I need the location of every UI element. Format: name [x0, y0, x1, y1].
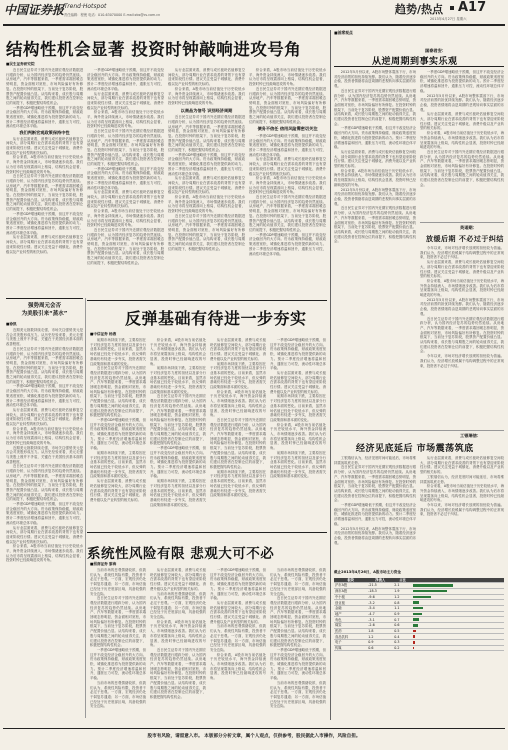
footer-rule	[3, 728, 505, 729]
right-col-a-p2: 近日民生证券对于国内外近期宏观经济数据进行跟踪分析，认为国内经济复苏的趋势仍然延续。从房地产、汽车等数据来看，一季度需求端回暖态势明显，资金面相对宽松，市场风险偏好有所修复。在投资时钟的框架下，当前处于复苏阶段，股票资产配置价值凸显。从结构来看，成长股与周期股之间的轮动值得关注，我们建议投资者在控制仓位的前提下，积极把握结构性机会。	[334, 88, 416, 126]
table-caption: 截止2013年4月26日，A股市场主力资金	[334, 570, 402, 574]
article-bottom-col1-p4: 当前市场的悲观情绪较浓，但我们认为，系统性风险有限，投资者不必过于悲观。一方面，宏观经济仍处于弱复苏通道；另一方面，市场估值已经处于历史底部区域，具备较强的安全边际。	[90, 680, 146, 709]
table-cell: 沪市A股	[334, 583, 367, 589]
article-mid-col1-p5: 从行业层面来看，消费与成长板块估值修复空间较大，部分周期行业在需求改善的背景下也有望迎来阶段性行情。建议关注受益于城镇化、消费升级以及产业转型的相关标的。	[90, 479, 146, 502]
article-top-col1-p1: 近日民生证券对于国内外近期宏观经济数据进行跟踪分析，认为国内经济复苏的趋势仍然延续。从房地产、汽车等数据来看，一季度需求端回暖态势明显，资金面相对宽松，市场风险偏好有所修复。在投资时钟的框架下，当前处于复苏阶段，股票资产配置价值凸显。从结构来看，成长股与周期股之间的轮动值得关注，我们建议投资者在控制仓位的前提下，积极把握结构性机会。	[6, 68, 83, 105]
article-bottom-col4-p4: 当前市场的悲观情绪较浓，但我们认为，系统性风险有限，投资者不必过于悲观。一方面，宏观经济仍处于弱复苏通道；另一方面，市场估值已经处于历史底部区域，具备较强的安全边际。	[270, 680, 326, 709]
right-col-b2-p2: 从行业层面来看，消费与成长板块估值修复空间较大，部分周期行业在需求改善的背景下也有望迎来阶段性行情。建议关注受益于城镇化、消费升级以及产业转型的相关标的。	[420, 260, 504, 279]
right-col-c2-p1: 从行业层面来看，消费与成长板块估值修复空间较大，部分周期行业在需求改善的背景下也有望迎来阶段性行情。建议关注受益于城镇化、消费升级以及产业转型的相关标的。	[420, 456, 504, 475]
article-bottom-col1-p1: 当前市场的悲观情绪较浓，但我们认为，系统性风险有限，投资者不必过于悲观。一方面，宏观经济仍处于弱复苏通道；另一方面，市场估值已经处于历史底部区域，具备较强的安全边际。	[90, 568, 146, 596]
flow-bar	[413, 601, 419, 604]
right-col-b-p4: 综合来看，A股市场当前估值处于历史较低水平，海外资金持续流入，市场情绪逐步改善。我们认为后市将呈现震荡向上格局，结构性机会显著，投资时钟已经敲响进攻的号角。	[420, 131, 504, 150]
article-mid-col3-p1: 从行业层面来看，消费与成长板块估值修复空间较大，部分周期行业在需求改善的背景下也有望迎来阶段性行情。建议关注受益于城镇化、消费升级以及产业转型的相关标的。	[210, 338, 266, 361]
article-top-col4-p1: 综合来看，A股市场当前估值处于历史较低水平，海外资金持续流入，市场情绪逐步改善。我们认为后市将呈现震荡向上格局，结构性机会显著，投资时钟已经敲响进攻的号角。	[249, 68, 326, 87]
article-mid-col4-p1: 一季度GDP增速略低于预期，但这并不改变经济企稳回升的大方向。货币政策保持稳健，财政政策适度宽松，城镇化推进将为投资提供新的动力。预计二季度经济增速将温和回升，通胀压力可控，流动性环境总体平稳。	[270, 338, 326, 371]
article-top-col4-p4: 从行业层面来看，消费与成长板块估值修复空间较大，部分周期行业在需求改善的背景下也有望迎来阶段性行情。建议关注受益于城镇化、消费升级以及产业转型的相关标的。	[249, 157, 326, 176]
right-sub4: 经济见底延后 市场震荡筑底	[356, 444, 474, 454]
right-col-b-p3: 从行业层面来看，消费与成长板块估值修复空间较大，部分周期行业在需求改善的背景下也有望迎来阶段性行情。建议关注受益于城镇化、消费升级以及产业转型的相关标的。	[420, 112, 504, 131]
right-col-c1-p3: 一季度GDP增速略低于预期，但这并不改变经济企稳回升的大方向。货币政策保持稳健，财政政策适度宽松，城镇化推进将为投资提供新的动力。预计二季度经济增速将温和回升，通胀压力可控，流动性环境总体平稳。	[334, 503, 416, 526]
right-col-b-p5: 近日民生证券对于国内外近期宏观经济数据进行跟踪分析，认为国内经济复苏的趋势仍然延续。从房地产、汽车等数据来看，一季度需求端回暖态势明显，资金面相对宽松，市场风险偏好有所修复。在投资时钟的框架下，当前处于复苏阶段，股票资产配置价值凸显。从结构来看，成长股与周期股之间的轮动值得关注，我们建议投资者在控制仓位的前提下，积极把握结构性机会。	[420, 149, 504, 187]
article-mid-col1-p1: 前期市场持续下跌，主要原因在于对经济复苏力度的担忧以及部分行业基本面的恶化。目前来看，虽然市场估值已经处于较低水平，但反弹的基础仍有待进一步夯实，投资者需关注政策面和基本面的变化。	[90, 338, 146, 366]
right-col-b2-p1: 今年以来，市场对经济增长放缓的担忧较为普遍。我们认为，经济增长放缓属于结构调整过程中的正常现象，投资者不必过于纠结。	[420, 246, 504, 260]
article-bottom-col1-p2: 近日民生证券对于国内外近期宏观经济数据进行跟踪分析，认为国内经济复苏的趋势仍然延续。从房地产、汽车等数据来看，一季度需求端回暖态势明显，资金面相对宽松，市场风险偏好有所修复。在投资时钟的框架下，当前处于复苏阶段，股票资产配置价值凸显。从结构来看，成长股与周期股之间的轮动值得关注，我们建议投资者在控制仓位的前提下，积极把握结构性机会。	[90, 596, 146, 648]
table-cell: 1.9	[393, 588, 412, 594]
right-column-divider	[330, 30, 331, 720]
article-bottom-col2-p2: 当前市场的悲观情绪较浓，但我们认为，系统性风险有限，投资者不必过于悲观。一方面，宏观经济仍处于弱复苏通道；另一方面，市场估值已经处于历史底部区域，具备较强的安全边际。	[150, 591, 206, 620]
article-bottom-col2-p3: 综合来看，A股市场当前估值处于历史较低水平，海外资金持续流入，市场情绪逐步改善。我们认为后市将呈现震荡向上格局，结构性机会显著，投资时钟已经敲响进攻的号角。	[150, 619, 206, 648]
article-top-subhead2: 以商品为信号 识别经济周期	[180, 107, 233, 113]
flow-bar	[413, 607, 423, 610]
article-top-col2-p2: 从行业层面来看，消费与成长板块估值修复空间较大，部分周期行业在需求改善的背景下也有望迎来阶段性行情。建议关注受益于城镇化、消费升级以及产业转型的相关标的。	[87, 91, 164, 110]
article-top-col1-p6: 一季度GDP增速略低于预期，但这并不改变经济企稳回升的大方向。货币政策保持稳健，财政政策适度宽松，城镇化推进将为投资提供新的动力。预计二季度经济增速将温和回升，通胀压力可控，流动性环境总体平稳。	[6, 211, 83, 235]
article-top-subhead1: 我们判断宏观政策保持中性	[19, 130, 70, 136]
article-mid-col2-p1: 综合来看，A股市场当前估值处于历史较低水平，海外资金持续流入，市场情绪逐步改善。我们认为后市将呈现震荡向上格局，结构性机会显著，投资时钟已经敲响进攻的号角。	[150, 338, 206, 366]
article-mid-col4-p4: 综合来看，A股市场当前估值处于历史较低水平，海外资金持续流入，市场情绪逐步改善。我们认为后市将呈现震荡向上格局，结构性机会显著，投资时钟已经敲响进攻的号角。	[270, 422, 326, 451]
table-cell: -3.2	[367, 600, 393, 606]
right-sub3: 工银瑞信：	[460, 433, 481, 438]
right-col-a-p5: 综合来看，A股市场当前估值处于历史较低水平，海外资金持续流入，市场情绪逐步改善。我们认为后市将呈现震荡向上格局，结构性机会显著，投资时钟已经敲响进攻的号角。	[334, 168, 416, 187]
flow-bar	[413, 641, 415, 644]
table-cell: -2.6	[367, 623, 393, 629]
sidebar-body-p4: 从行业层面来看，消费与成长板块估值修复空间较大，部分周期行业在需求改善的背景下也有望迎来阶段性行情。建议关注受益于城镇化、消费升级以及产业转型的相关标的。	[6, 407, 83, 427]
article-mid-col2-p2: 前期市场持续下跌，主要原因在于对经济复苏力度的担忧以及部分行业基本面的恶化。目前来看，虽然市场估值已经处于较低水平，但反弹的基础仍有待进一步夯实，投资者需关注政策面和基本面的变化。	[150, 366, 206, 394]
article-top-col2-p6: 从行业层面来看，消费与成长板块估值修复空间较大，部分周期行业在需求改善的背景下也有望迎来阶段性行情。建议关注受益于城镇化、消费升级以及产业转型的相关标的。	[87, 190, 164, 209]
table-cell: -5.4	[367, 605, 393, 611]
table-header-cell: 占比	[393, 578, 412, 583]
article-top-col4-p5: 综合来看，A股市场当前估值处于历史较低水平，海外资金持续流入，市场情绪逐步改善。我们认为后市将呈现震荡向上格局，结构性机会显著，投资时钟已经敲响进攻的号角。	[249, 176, 326, 195]
article-bottom-col3-p2: 从行业层面来看，消费与成长板块估值修复空间较大，部分周期行业在需求改善的背景下也有望迎来阶段性行情。建议关注受益于城镇化、消费升级以及产业转型的相关标的。	[210, 600, 266, 624]
sidebar-headline-2: 为美股引来“蒸水”	[21, 311, 68, 317]
table-cell: 煤炭	[334, 623, 367, 629]
table-cell: 传媒	[334, 645, 367, 651]
sidebar-body	[6, 328, 83, 596]
bottom-top-rule	[87, 532, 327, 533]
article-mid-col3-p2: 前期市场持续下跌，主要原因在于对经济复苏力度的担忧以及部分行业基本面的恶化。目前来看，虽然市场估值已经处于较低水平，但反弹的基础仍有待进一步夯实，投资者需关注政策面和基本面的变化。	[210, 361, 266, 390]
table-cell: 0.9	[393, 611, 412, 617]
table-cell: 1.2	[367, 634, 393, 640]
right-col-c2-p4: 今年以来，市场对经济增长放缓的担忧较为普遍。我们认为，经济增长放缓属于结构调整过程中的正常现象，投资者不必过于纠结。	[420, 503, 504, 517]
right-col-b2-p4: 2012年5月份以来，A股市场整体震荡下行，市场对经济前景的担忧持续发酵。我们认为，随着经济逐步企稳，投资者情绪将由逆周期的悲观转向事实层面的乐观。	[420, 297, 504, 316]
article-mid-col2-p4: 一季度GDP增速略低于预期，但这并不改变经济企稳回升的大方向。货币政策保持稳健，财政政策适度宽松，城镇化推进将为投资提供新的动力。预计二季度经济增速将温和回升，通胀压力可控，流动性环境总体平稳。	[150, 446, 206, 479]
table-cell: 有色	[334, 617, 367, 623]
table-cell: 0.4	[393, 634, 412, 640]
article-mid-col1-p2: 近日民生证券对于国内外近期宏观经济数据进行跟踪分析，认为国内经济复苏的趋势仍然延续。从房地产、汽车等数据来看，一季度需求端回暖态势明显，资金面相对宽松，市场风险偏好有所修复。在投资时钟的框架下，当前处于复苏阶段，股票资产配置价值凸显。从结构来看，成长股与周期股之间的轮动值得关注，我们建议投资者在控制仓位的前提下，积极把握结构性机会。	[90, 366, 146, 418]
table-cell: 1.2	[393, 594, 412, 600]
contact-line: 责任编辑：程俊 电话：010-63070000 E-mail:zbs@cs.com.cn	[64, 13, 161, 17]
table-row	[334, 645, 504, 651]
right-headline-rule	[334, 66, 504, 67]
table-cell: 食品饮料	[334, 634, 367, 640]
section-english: Trend·Hotspot	[64, 3, 107, 10]
article-mid-col3	[210, 338, 266, 528]
article-bottom-col1-p3: 一季度GDP增速略低于预期，但这并不改变经济企稳回升的大方向。货币政策保持稳健，财政政策适度宽松，城镇化推进将为投资提供新的动力。预计二季度经济增速将温和回升，通胀压力可控，流动性环境总体平稳。	[90, 647, 146, 681]
table-cell: -3.1	[367, 617, 393, 623]
table-cell: -4.7	[367, 611, 393, 617]
article-bottom-col4-p1: 当前市场的悲观情绪较浓，但我们认为，系统性风险有限，投资者不必过于悲观。一方面，宏观经济仍处于弱复苏通道；另一方面，市场估值已经处于历史底部区域，具备较强的安全边际。	[270, 568, 326, 596]
article-top-col1-p7: 从行业层面来看，消费与成长板块估值修复空间较大，部分周期行业在需求改善的背景下也有望迎来阶段性行情。建议关注受益于城镇化、消费升级以及产业转型的相关标的。	[6, 235, 83, 254]
right-sub2: 放缓后期 不必过于纠结	[426, 235, 504, 243]
table-cell: 金融	[334, 605, 367, 611]
right-section-label: ■首席观点	[334, 30, 353, 35]
right-author: 国泰君安：	[425, 48, 446, 53]
article-top-col2-p5: 一季度GDP增速略低于预期，但这并不改变经济企稳回升的大方向。货币政策保持稳健，财政政策适度宽松，城镇化推进将为投资提供新的动力。预计二季度经济增速将温和回升，通胀压力可控，流动性环境总体平稳。	[87, 166, 164, 190]
right-col-a-p6: 2012年5月份以来，A股市场整体震荡下行，市场对经济前景的担忧持续发酵。我们认为，随着经济逐步企稳，投资者情绪将由逆周期的悲观转向事实层面的乐观。	[334, 187, 416, 206]
article-top-col4	[249, 68, 326, 296]
flow-bar	[413, 647, 414, 650]
right-col-c1-p4: 2012年5月份以来，A股市场整体震荡下行，市场对经济前景的担忧持续发酵。我们认为，随着经济逐步企稳，投资者情绪将由逆周期的悲观转向事实层面的乐观。	[334, 526, 416, 545]
sidebar-body-p2: 近日民生证券对于国内外近期宏观经济数据进行跟踪分析，认为国内经济复苏的趋势仍然延续。从房地产、汽车等数据来看，一季度需求端回暖态势明显，资金面相对宽松，市场风险偏好有所修复。在投资时钟的框架下，当前处于复苏阶段，股票资产配置价值凸显。从结构来看，成长股与周期股之间的轮动值得关注，我们建议投资者在控制仓位的前提下，积极把握结构性机会。	[6, 346, 83, 384]
article-top-col4-p6: 近日民生证券对于国内外近期宏观经济数据进行跟踪分析，认为国内经济复苏的趋势仍然延续。从房地产、汽车等数据来看，一季度需求端回暖态势明显，资金面相对宽松，市场风险偏好有所修复。在投资时钟的框架下，当前处于复苏阶段，股票资产配置价值凸显。从结构来看，成长股与周期股之间的轮动值得关注，我们建议投资者在控制仓位的前提下，积极把握结构性机会。	[249, 195, 326, 232]
article-top-col4-p3: 一季度GDP增速略低于预期，但这并不改变经济企稳回升的大方向。货币政策保持稳健，财政政策适度宽松，城镇化推进将为投资提供新的动力。预计二季度经济增速将温和回升，通胀压力可控，流动性环境总体平稳。	[249, 133, 326, 157]
right-col-c1-p1: 工银瑞信认为，经济见底时间可能延后，市场将维持震荡筑底走势。	[334, 456, 416, 465]
article-top-byline: ■民生证券研究院	[6, 62, 35, 66]
article-mid-col2	[150, 338, 206, 528]
sidebar-body-p8: 一季度GDP增速略低于预期，但这并不改变经济企稳回升的大方向。货币政策保持稳健，财政政策适度宽松，城镇化推进将为投资提供新的动力。预计二季度经济增速将温和回升，通胀压力可控，流动性环境总体平稳。	[6, 502, 83, 525]
article-mid-col3-p3: 综合来看，A股市场当前估值处于历史较低水平，海外资金持续流入，市场情绪逐步改善。我们认为后市将呈现震荡向上格局，结构性机会显著，投资时钟已经敲响进攻的号角。	[210, 389, 266, 418]
table-body	[334, 583, 504, 651]
table-cell: 1.1	[393, 605, 412, 611]
right-col-b-p1: 一季度GDP增速略低于预期，但这并不改变经济企稳回升的大方向。货币政策保持稳健，财政政策适度宽松，城镇化推进将为投资提供新的动力。预计二季度经济增速将温和回升，通胀压力可控，流动性环境总体平稳。	[420, 70, 504, 93]
article-mid-col4-p2: 从行业层面来看，消费与成长板块估值修复空间较大，部分周期行业在需求改善的背景下也有望迎来阶段性行情。建议关注受益于城镇化、消费升级以及产业转型的相关标的。	[270, 370, 326, 394]
table-cell: 0.8	[393, 600, 412, 606]
article-bottom-col4-p2: 近日民生证券对于国内外近期宏观经济数据进行跟踪分析，认为国内经济复苏的趋势仍然延续。从房地产、汽车等数据来看，一季度需求端回暖态势明显，资金面相对宽松，市场风险偏好有所修复。在投资时钟的框架下，当前处于复苏阶段，股票资产配置价值凸显。从结构来看，成长股与周期股之间的轮动值得关注，我们建议投资者在控制仓位的前提下，积极把握结构性机会。	[270, 596, 326, 648]
article-top-col1-p2: 一季度GDP增速略低于预期，但这并不改变经济企稳回升的大方向。货币政策保持稳健，财政政策适度宽松，城镇化推进将为投资提供新的动力。预计二季度经济增速将温和回升，通胀压力可控，流动性环境总体平稳。	[6, 105, 83, 129]
sidebar-headline-1: 强势周元会否	[27, 303, 61, 309]
article-top-col2-p3: 综合来看，A股市场当前估值处于历史较低水平，海外资金持续流入，市场情绪逐步改善。我们认为后市将呈现震荡向上格局，结构性机会显著，投资时钟已经敲响进攻的号角。	[87, 110, 164, 129]
article-top-col3	[168, 68, 245, 296]
article-mid-col3-p5: 前期市场持续下跌，主要原因在于对经济复苏力度的担忧以及部分行业基本面的恶化。目前来看，虽然市场估值已经处于较低水平，但反弹的基础仍有待进一步夯实，投资者需关注政策面和基本面的变化。	[210, 469, 266, 498]
table-cell: 中小板	[334, 594, 367, 600]
right-col-c2-p3: 综合来看，A股市场当前估值处于历史较低水平，海外资金持续流入，市场情绪逐步改善。我们认为后市将呈现震荡向上格局，结构性机会显著，投资时钟已经敲响进攻的号角。	[420, 484, 504, 503]
right-col-a	[334, 70, 416, 310]
article-bottom-col4-p3: 一季度GDP增速略低于预期，但这并不改变经济企稳回升的大方向。货币政策保持稳健，财政政策适度宽松，城镇化推进将为投资提供新的动力。预计二季度经济增速将温和回升，通胀压力可控，流动性环境总体平稳。	[270, 647, 326, 681]
article-mid-col2-p5: 前期市场持续下跌，主要原因在于对经济复苏力度的担忧以及部分行业基本面的恶化。目前来看，虽然市场估值已经处于较低水平，但反弹的基础仍有待进一步夯实，投资者需关注政策面和基本面的变化。	[150, 479, 206, 507]
sidebar-body-p9: 从行业层面来看，消费与成长板块估值修复空间较大，部分周期行业在需求改善的背景下也有望迎来阶段性行情。建议关注受益于城镇化、消费升级以及产业转型的相关标的。	[6, 525, 83, 544]
article-top-col3-p3: 近日民生证券对于国内外近期宏观经济数据进行跟踪分析，认为国内经济复苏的趋势仍然延续。从房地产、汽车等数据来看，一季度需求端回暖态势明显，资金面相对宽松，市场风险偏好有所修复。在投资时钟的框架下，当前处于复苏阶段，股票资产配置价值凸显。从结构来看，成长股与周期股之间的轮动值得关注，我们建议投资者在控制仓位的前提下，积极把握结构性机会。	[168, 115, 245, 153]
article-top-col1	[6, 68, 83, 298]
flow-bar	[413, 624, 418, 627]
right-col-c2-p2: 工银瑞信认为，经济见底时间可能延后，市场将维持震荡筑底走势。	[420, 474, 504, 484]
article-top-col3-p5: 从行业层面来看，消费与成长板块估值修复空间较大，部分周期行业在需求改善的背景下也有望迎来阶段性行情。建议关注受益于城镇化、消费升级以及产业转型的相关标的。	[168, 176, 245, 195]
right-col-b2-p3: 综合来看，A股市场当前估值处于历史较低水平，海外资金持续流入，市场情绪逐步改善。我们认为后市将呈现震荡向上格局，结构性机会显著，投资时钟已经敲响进攻的号角。	[420, 278, 504, 298]
table-cell: 医药	[334, 628, 367, 634]
right-col-a-p7: 近日民生证券对于国内外近期宏观经济数据进行跟踪分析，认为国内经济复苏的趋势仍然延续。从房地产、汽车等数据来看，一季度需求端回暖态势明显，资金面相对宽松，市场风险偏好有所修复。在投资时钟的框架下，当前处于复苏阶段，股票资产配置价值凸显。从结构来看，成长股与周期股之间的轮动值得关注，我们建议投资者在控制仓位的前提下，积极把握结构性机会。	[334, 206, 416, 244]
article-bottom-col3-p3: 当前市场的悲观情绪较浓，但我们认为，系统性风险有限，投资者不必过于悲观。一方面，宏观经济仍处于弱复苏通道；另一方面，市场估值已经处于历史底部区域，具备较强的安全边际。	[210, 624, 266, 652]
table-cell: 0.7	[393, 617, 412, 623]
table-cell: 0.3	[393, 640, 412, 646]
flow-bar	[413, 630, 416, 633]
article-mid-byline: ■中信证券 杨燕	[90, 332, 117, 336]
table-cell: 深市A股	[334, 588, 367, 594]
col-divider-1	[85, 298, 86, 718]
masthead-rule	[3, 24, 505, 26]
article-top-col3-p4: 一季度GDP增速略低于预期，但这并不改变经济企稳回升的大方向。货币政策保持稳健，财政政策适度宽松，城镇化推进将为投资提供新的动力。预计二季度经济增速将温和回升，通胀压力可控，流动性环境总体平稳。	[168, 152, 245, 176]
article-mid-col3-p4: 近日民生证券对于国内外近期宏观经济数据进行跟踪分析，认为国内经济复苏的趋势仍然延续。从房地产、汽车等数据来看，一季度需求端回暖态势明显，资金面相对宽松，市场风险偏好有所修复。在投资时钟的框架下，当前处于复苏阶段，股票资产配置价值凸显。从结构来看，成长股与周期股之间的轮动值得关注，我们建议投资者在控制仓位的前提下，积极把握结构性机会。	[210, 417, 266, 469]
right-col-b-p2: 2012年5月份以来，A股市场整体震荡下行，市场对经济前景的担忧持续发酵。我们认为，随着经济逐步企稳，投资者情绪将由逆周期的悲观转向事实层面的乐观。	[420, 93, 504, 112]
table-cell: -9.6	[367, 594, 393, 600]
masthead	[0, 0, 508, 26]
footer-disclaimer: 股市有风险，请留意入市。 本版部分分析文章，属个人观点，仅供参考，股民据此入市操作，风险自担。	[147, 734, 361, 739]
right-col-b	[420, 70, 504, 220]
article-top-col2	[87, 68, 164, 296]
article-mid-col1-p3: 一季度GDP增速略低于预期，但这并不改变经济企稳回升的大方向。货币政策保持稳健，财政政策适度宽松，城镇化推进将为投资提供新的动力。预计二季度经济增速将温和回升，通胀压力可控，流动性环境总体平稳。	[90, 417, 146, 451]
right-col-c2	[420, 456, 504, 566]
article-mid-col1	[90, 338, 146, 528]
article-top-col2-p8: 近日民生证券对于国内外近期宏观经济数据进行跟踪分析，认为国内经济复苏的趋势仍然延续。从房地产、汽车等数据来看，一季度需求端回暖态势明显，资金面相对宽松，市场风险偏好有所修复。在投资时钟的框架下，当前处于复苏阶段，股票资产配置价值凸显。从结构来看，成长股与周期股之间的轮动值得关注，我们建议投资者在控制仓位的前提下，积极把握结构性机会。	[87, 227, 164, 265]
article-top-col4-p7: 一季度GDP增速略低于预期，但这并不改变经济企稳回升的大方向。货币政策保持稳健，财政政策适度宽松，城镇化推进将为投资提供新的动力。预计二季度经济增速将温和回升，通胀压力可控，流动性环境总体平稳。	[249, 232, 326, 256]
article-top-col1-p5: 近日民生证券对于国内外近期宏观经济数据进行跟踪分析，认为国内经济复苏的趋势仍然延续。从房地产、汽车等数据来看，一季度需求端回暖态势明显，资金面相对宽松，市场风险偏好有所修复。在投资时钟的框架下，当前处于复苏阶段，股票资产配置价值凸显。从结构来看，成长股与周期股之间的轮动值得关注，我们建议投资者在控制仓位的前提下，积极把握结构性机会。	[6, 174, 83, 212]
sidebar-body-p5: 综合来看，A股市场当前估值处于历史较低水平，海外资金持续流入，市场情绪逐步改善。我们认为后市将呈现震荡向上格局，结构性机会显著，投资时钟已经敲响进攻的号角。	[6, 426, 83, 445]
mid-top-rule	[87, 300, 327, 301]
sidebar-top-rule	[6, 298, 83, 299]
article-bottom-headline: 系统性风险有限 悲观大可不必	[87, 546, 275, 562]
sidebar-body-p6: 近期美元指数持续走强，市场关注强势美元是否会对美股形成压力。从历史经验来看，美元走强与美股上涨并不矛盾，关键在于美国经济基本面的改善程度。	[6, 445, 83, 464]
right-col-b2-p6: 今年以来，市场对经济增长放缓的担忧较为普遍。我们认为，经济增长放缓属于结构调整过程中的正常现象，投资者不必过于纠结。	[420, 354, 504, 368]
flow-bar	[413, 584, 453, 587]
right-rule-1	[420, 222, 504, 223]
right-col-a-p4: 从行业层面来看，消费与成长板块估值修复空间较大，部分周期行业在需求改善的背景下也有望迎来阶段性行情。建议关注受益于城镇化、消费升级以及产业转型的相关标的。	[334, 149, 416, 169]
table-cell: -21.5	[367, 583, 393, 589]
article-mid-col4-p5: 前期市场持续下跌，主要原因在于对经济复苏力度的担忧以及部分行业基本面的恶化。目前来看，虽然市场估值已经处于较低水平，但反弹的基础仍有待进一步夯实，投资者需关注政策面和基本面的变化。	[270, 450, 326, 479]
right-rule-2	[334, 430, 504, 431]
article-bottom-col1	[90, 568, 146, 720]
right-col-a-p1: 2012年5月份以来，A股市场整体震荡下行，市场对经济前景的担忧持续发酵。我们认为，随着经济逐步企稳，投资者情绪将由逆周期的悲观转向事实层面的乐观。	[334, 70, 416, 89]
table-cell: 0.6	[367, 645, 393, 651]
sidebar-body-p7: 近日民生证券对于国内外近期宏观经济数据进行跟踪分析，认为国内经济复苏的趋势仍然延续。从房地产、汽车等数据来看，一季度需求端回暖态势明显，资金面相对宽松，市场风险偏好有所修复。在投资时钟的框架下，当前处于复苏阶段，股票资产配置价值凸显。从结构来看，成长股与周期股之间的轮动值得关注，我们建议投资者在控制仓位的前提下，积极把握结构性机会。	[6, 464, 83, 502]
article-mid-headline: 反弹基础有待进一步夯实	[125, 309, 307, 328]
flow-bar	[413, 590, 447, 593]
newspaper-logo: 中国证券报	[4, 3, 65, 17]
sidebar-byline: ■徐凯	[6, 322, 17, 326]
bullet-icon	[450, 6, 454, 10]
article-bottom-col3	[210, 568, 266, 720]
flow-bar	[413, 613, 422, 616]
table-header-cell: 净流入	[367, 578, 393, 583]
table-cell: 电子	[334, 640, 367, 646]
article-mid-col4	[270, 338, 326, 528]
right-sub1: 英诺期：	[460, 225, 477, 230]
article-top-subhead3: 债务不信任 信用风险需密切关注	[257, 126, 318, 132]
right-headline: 从逆周期到事实乐观	[372, 57, 458, 67]
article-top-col4-p2: 近日民生证券对于国内外近期宏观经济数据进行跟踪分析，认为国内经济复苏的趋势仍然延续。从房地产、汽车等数据来看，一季度需求端回暖态势明显，资金面相对宽松，市场风险偏好有所修复。在投资时钟的框架下，当前处于复苏阶段，股票资产配置价值凸显。从结构来看，成长股与周期股之间的轮动值得关注，我们建议投资者在控制仓位的前提下，积极把握结构性机会。	[249, 86, 326, 124]
article-bottom-col3-p1: 一季度GDP增速略低于预期，但这并不改变经济企稳回升的大方向。货币政策保持稳健，财政政策适度宽松，城镇化推进将为投资提供新的动力。预计二季度经济增速将温和回升，通胀压力可控，流动性环境总体平稳。	[210, 568, 266, 601]
article-bottom-col2-p1: 从行业层面来看，消费与成长板块估值修复空间较大，部分周期行业在需求改善的背景下也有望迎来阶段性行情。建议关注受益于城镇化、消费升级以及产业转型的相关标的。	[150, 568, 206, 591]
sidebar-body-p10: 综合来看，A股市场当前估值处于历史较低水平，海外资金持续流入，市场情绪逐步改善。我们认为后市将呈现震荡向上格局，结构性机会显著，投资时钟已经敲响进攻的号角。	[6, 544, 83, 563]
flow-bar	[413, 596, 431, 599]
table-cell: 0.2	[393, 645, 412, 651]
right-col-b2-p5: 近日民生证券对于国内外近期宏观经济数据进行跟踪分析，认为国内经济复苏的趋势仍然延续。从房地产、汽车等数据来看，一季度需求端回暖态势明显，资金面相对宽松，市场风险偏好有所修复。在投资时钟的框架下，当前处于复苏阶段，股票资产配置价值凸显。从结构来看，成长股与周期股之间的轮动值得关注，我们建议投资者在控制仓位的前提下，积极把握结构性机会。	[420, 316, 504, 354]
page-number: A17	[458, 0, 487, 15]
capital-flow-table	[334, 578, 504, 652]
capital-flow-table-box	[334, 570, 504, 720]
article-bottom-byline: ■招商证券 黎海	[90, 562, 117, 566]
table-cell: 0.9	[367, 640, 393, 646]
article-top-col1-p3: 从行业层面来看，消费与成长板块估值修复空间较大，部分周期行业在需求改善的背景下也有望迎来阶段性行情。建议关注受益于城镇化、消费升级以及产业转型的相关标的。	[6, 136, 83, 155]
right-col-a-p3: 一季度GDP增速略低于预期，但这并不改变经济企稳回升的大方向。货币政策保持稳健，财政政策适度宽松，城镇化推进将为投资提供新的动力。预计二季度经济增速将温和回升，通胀压力可控，流动性环境总体平稳。	[334, 126, 416, 150]
table-cell: 2.1	[393, 583, 412, 589]
table-cell: 0.6	[393, 623, 412, 629]
table-header-cell: 板块	[334, 578, 367, 583]
article-top-col2-p4: 近日民生证券对于国内外近期宏观经济数据进行跟踪分析，认为国内经济复苏的趋势仍然延续。从房地产、汽车等数据来看，一季度需求端回暖态势明显，资金面相对宽松，市场风险偏好有所修复。在投资时钟的框架下，当前处于复苏阶段，股票资产配置价值凸显。从结构来看，成长股与周期股之间的轮动值得关注，我们建议投资者在控制仓位的前提下，积极把握结构性机会。	[87, 129, 164, 167]
right-col-c1-p2: 近日民生证券对于国内外近期宏观经济数据进行跟踪分析，认为国内经济复苏的趋势仍然延续。从房地产、汽车等数据来看，一季度需求端回暖态势明显，资金面相对宽松，市场风险偏好有所修复。在投资时钟的框架下，当前处于复苏阶段，股票资产配置价值凸显。从结构来看，成长股与周期股之间的轮动值得关注，我们建议投资者在控制仓位的前提下，积极把握结构性机会。	[334, 465, 416, 503]
article-top-col3-p1: 从行业层面来看，消费与成长板块估值修复空间较大，部分周期行业在需求改善的背景下也有望迎来阶段性行情。建议关注受益于城镇化、消费升级以及产业转型的相关标的。	[168, 68, 245, 87]
article-top-col3-p6: 综合来看，A股市场当前估值处于历史较低水平，海外资金持续流入，市场情绪逐步改善。我们认为后市将呈现震荡向上格局，结构性机会显著，投资时钟已经敲响进攻的号角。	[168, 195, 245, 214]
sidebar-body-p3: 一季度GDP增速略低于预期，但这并不改变经济企稳回升的大方向。货币政策保持稳健，财政政策适度宽松，城镇化推进将为投资提供新的动力。预计二季度经济增速将温和回升，通胀压力可控，流动性环境总体平稳。	[6, 384, 83, 408]
section-title: 趋势/热点	[395, 3, 444, 16]
flow-bar	[413, 618, 419, 621]
table-cell: 0.5	[393, 628, 412, 634]
article-bottom-col2	[150, 568, 206, 720]
article-bottom-col3-p4: 综合来看，A股市场当前估值处于历史较低水平，海外资金持续流入，市场情绪逐步改善。我们认为后市将呈现震荡向上格局，结构性机会显著，投资时钟已经敲响进攻的号角。	[210, 652, 266, 681]
sidebar-body-p1: 近期美元指数持续走强，市场关注强势美元是否会对美股形成压力。从历史经验来看，美元走强与美股上涨并不矛盾，关键在于美国经济基本面的改善程度。	[6, 328, 83, 347]
table-bar-cell	[412, 645, 504, 651]
article-mid-col1-p4: 前期市场持续下跌，主要原因在于对经济复苏力度的担忧以及部分行业基本面的恶化。目前来看，虽然市场估值已经处于较低水平，但反弹的基础仍有待进一步夯实，投资者需关注政策面和基本面的变化。	[90, 450, 146, 479]
article-top-col3-p7: 近日民生证券对于国内外近期宏观经济数据进行跟踪分析，认为国内经济复苏的趋势仍然延续。从房地产、汽车等数据来看，一季度需求端回暖态势明显，资金面相对宽松，市场风险偏好有所修复。在投资时钟的框架下，当前处于复苏阶段，股票资产配置价值凸显。从结构来看，成长股与周期股之间的轮动值得关注，我们建议投资者在控制仓位的前提下，积极把握结构性机会。	[168, 213, 245, 251]
article-mid-col4-p3: 前期市场持续下跌，主要原因在于对经济复苏力度的担忧以及部分行业基本面的恶化。目前来看，虽然市场估值已经处于较低水平，但反弹的基础仍有待进一步夯实，投资者需关注政策面和基本面的变化。	[270, 394, 326, 422]
table-cell: 创业板	[334, 600, 367, 606]
date-line: 2013年4月27日 星期六	[430, 17, 467, 21]
article-top-col2-p7: 综合来看，A股市场当前估值处于历史较低水平，海外资金持续流入，市场情绪逐步改善。我们认为后市将呈现震荡向上格局，结构性机会显著，投资时钟已经敲响进攻的号角。	[87, 209, 164, 228]
table-cell: -18.3	[367, 588, 393, 594]
article-top-headline: 结构性机会显著 投资时钟敲响进攻号角	[6, 40, 302, 59]
article-top-col1-p4: 综合来看，A股市场当前估值处于历史较低水平，海外资金持续流入，市场情绪逐步改善。我们认为后市将呈现震荡向上格局，结构性机会显著，投资时钟已经敲响进攻的号角。	[6, 155, 83, 174]
table-cell: 地产	[334, 611, 367, 617]
right-col-b2	[420, 246, 504, 426]
table-cell: 1.8	[367, 628, 393, 634]
article-top-col3-p2: 综合来看，A股市场当前估值处于历史较低水平，海外资金持续流入，市场情绪逐步改善。我们认为后市将呈现震荡向上格局，结构性机会显著，投资时钟已经敲响进攻的号角。	[168, 86, 245, 105]
flow-bar	[413, 635, 415, 638]
sidebar-box	[6, 298, 83, 598]
article-mid-col2-p3: 近日民生证券对于国内外近期宏观经济数据进行跟踪分析，认为国内经济复苏的趋势仍然延续。从房地产、汽车等数据来看，一季度需求端回暖态势明显，资金面相对宽松，市场风险偏好有所修复。在投资时钟的框架下，当前处于复苏阶段，股票资产配置价值凸显。从结构来看，成长股与周期股之间的轮动值得关注，我们建议投资者在控制仓位的前提下，积极把握结构性机会。	[150, 394, 206, 446]
article-top-col2-p1: 一季度GDP增速略低于预期，但这并不改变经济企稳回升的大方向。货币政策保持稳健，财政政策适度宽松，城镇化推进将为投资提供新的动力。预计二季度经济增速将温和回升，通胀压力可控，流动性环境总体平稳。	[87, 68, 164, 91]
article-bottom-col4	[270, 568, 326, 720]
right-col-c1	[334, 456, 416, 566]
article-bottom-col2-p4: 近日民生证券对于国内外近期宏观经济数据进行跟踪分析，认为国内经济复苏的趋势仍然延续。从房地产、汽车等数据来看，一季度需求端回暖态势明显，资金面相对宽松，市场风险偏好有所修复。在投资时钟的框架下，当前处于复苏阶段，股票资产配置价值凸显。从结构来看，成长股与周期股之间的轮动值得关注，我们建议投资者在控制仓位的前提下，积极把握结构性机会。	[150, 647, 206, 699]
